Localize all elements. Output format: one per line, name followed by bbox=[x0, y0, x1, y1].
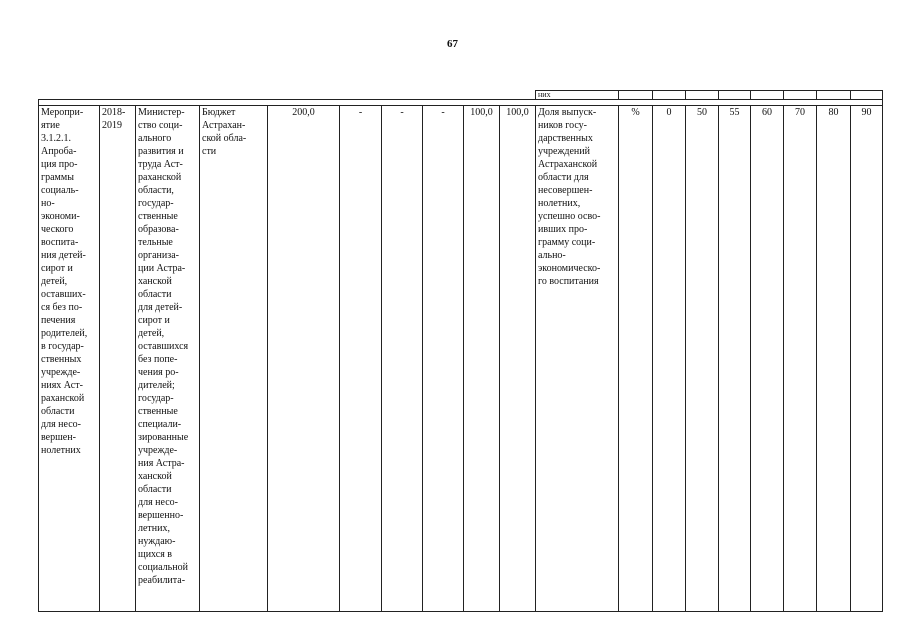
program-activities-table bbox=[38, 90, 883, 612]
year-funding-cell-1: - bbox=[340, 106, 382, 612]
target-value-cell: 55 bbox=[719, 106, 751, 612]
target-value-cell: 80 bbox=[817, 106, 851, 612]
year-funding-cell-2: - bbox=[382, 106, 423, 612]
target-value-cell: 90 bbox=[851, 106, 883, 612]
period-cell: 2018- 2019 bbox=[100, 106, 136, 612]
target-value-cell: 50 bbox=[686, 106, 719, 612]
year-funding-cell-3: - bbox=[423, 106, 464, 612]
target-value-cell: 70 bbox=[784, 106, 817, 612]
unit-cell: % bbox=[619, 106, 653, 612]
continuation-cell: них bbox=[536, 91, 619, 100]
page-number: 67 bbox=[447, 38, 458, 50]
target-value-cell: 60 bbox=[751, 106, 784, 612]
table-row bbox=[39, 106, 883, 612]
year-funding-cell-5: 100,0 bbox=[500, 106, 536, 612]
year-funding-cell-4: 100,0 bbox=[464, 106, 500, 612]
continuation-row bbox=[39, 91, 883, 100]
total-funding-cell: 200,0 bbox=[268, 106, 340, 612]
indicator-cell: Доля выпуск- ников госу- дарственных учреждений Астраханской области для несовершен- нолетних, успешно осво- ивших про- грамму соци- ально- экономическо- го воспитания bbox=[536, 106, 619, 612]
activity-cell: Меропри- ятие 3.1.2.1. Апроба- ция про- граммы социаль- но- экономи- ческого воспита- ния детей- сирот и детей, оставших- ся без по- печения родителей, в государ- ственных учрежде- ниях Аст- раханской области для несо- вершен- нолетних bbox=[39, 106, 100, 612]
funding-source-cell: Бюджет Астрахан- ской обла- сти bbox=[200, 106, 268, 612]
executors-cell: Министер- ство соци- ального развития и труда Аст- раханской области, государ- ственные образова- тельные организа- ции Астра- ханской области для детей- сирот и детей, оставшихся без попе- чения ро- дителей; государ- ственные специали- зированные учрежде- ния Астра- ханской области для несо- вершенно- летних, нуждаю- щихся в социальной реабилита- bbox=[136, 106, 200, 612]
target-value-cell: 0 bbox=[653, 106, 686, 612]
